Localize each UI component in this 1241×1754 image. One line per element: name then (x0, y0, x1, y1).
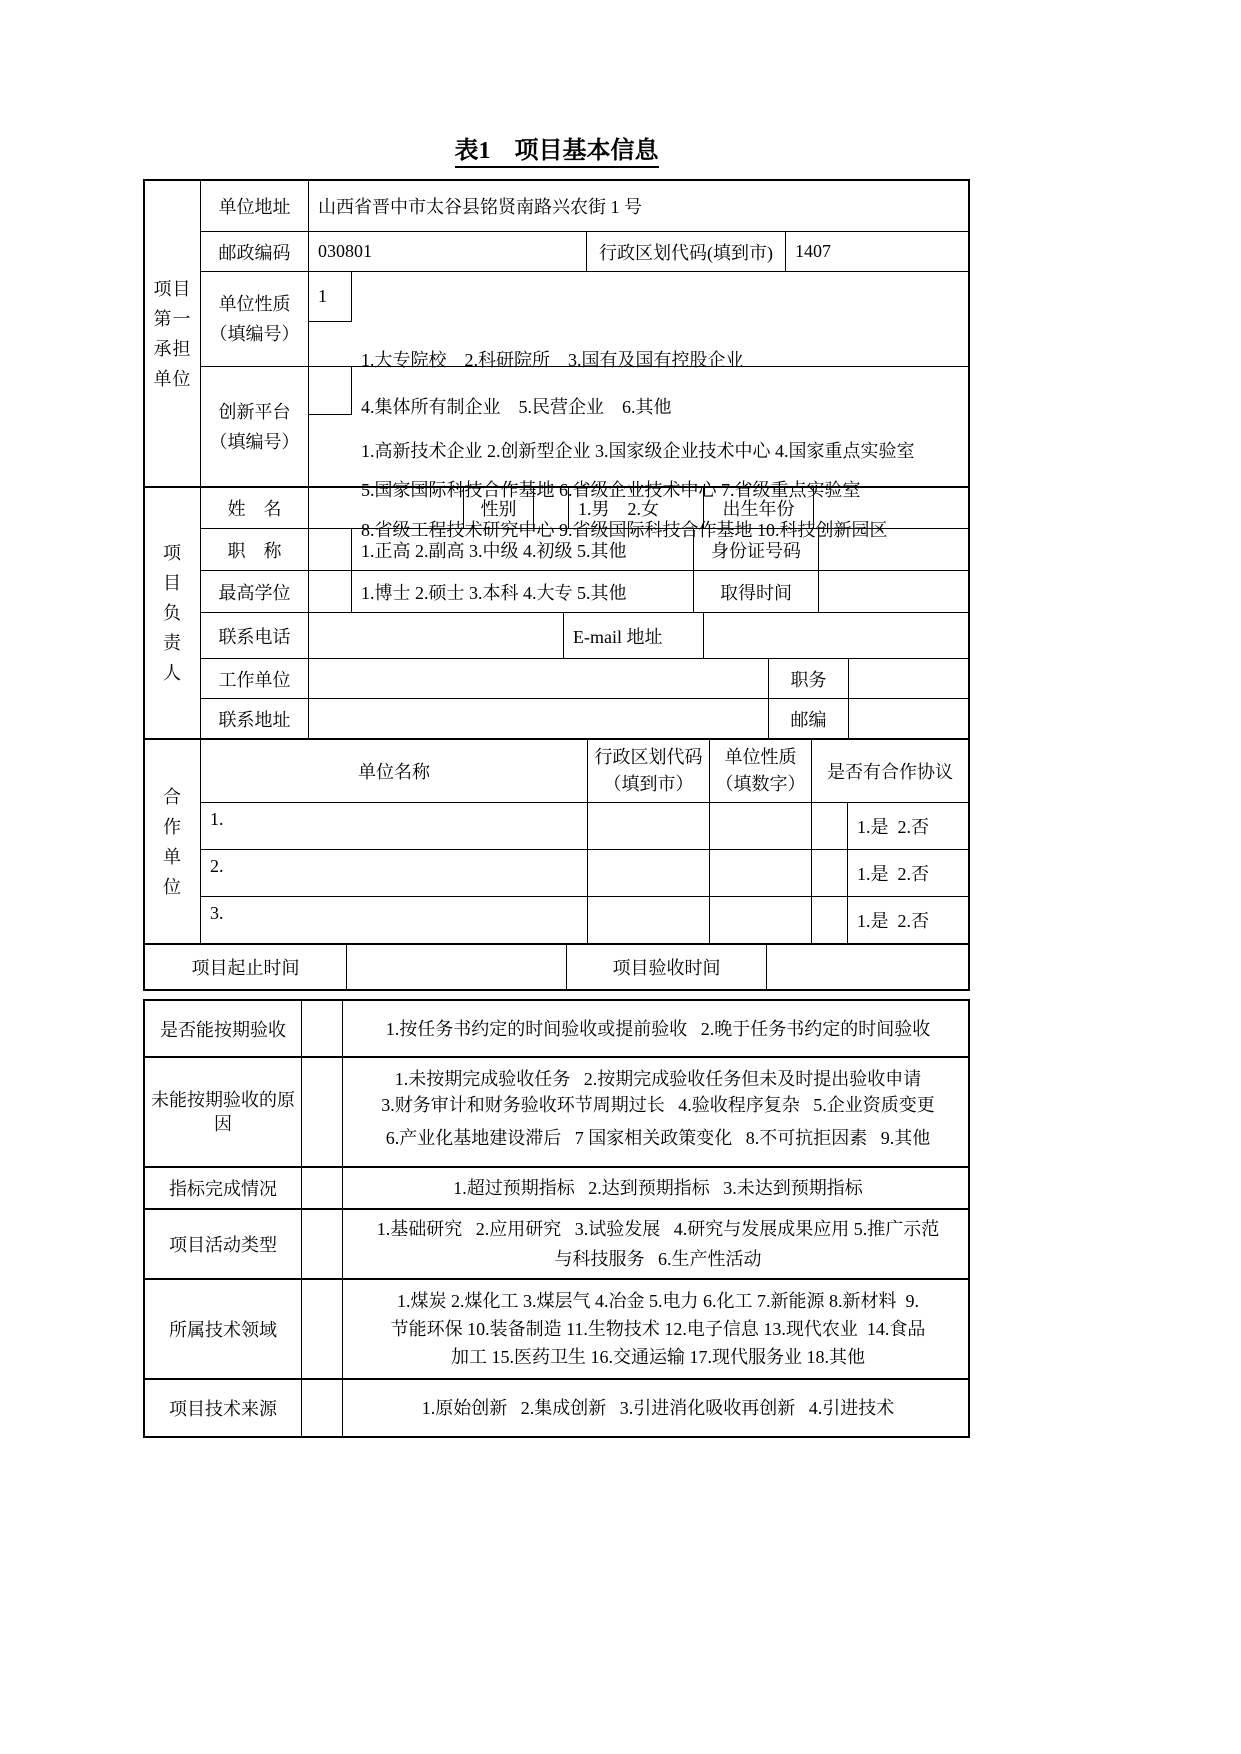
section-header-line: 负 (163, 603, 182, 623)
partner-3-name-field[interactable]: 3. (210, 903, 224, 923)
section-leader-header (145, 488, 200, 738)
partner-2-agreement-options: 1.是 2.否 (847, 850, 968, 896)
partner-region-header-line2: （填到市） (603, 774, 694, 794)
gender-label: 性别 (463, 488, 533, 528)
basic-info-table (143, 179, 970, 991)
unit-nature-options-line2: 4.集体所有制企业 5.民营企业 6.其他 (361, 396, 672, 417)
project-time-label: 项目起止时间 (191, 958, 300, 978)
email-label: E-mail 地址 (563, 613, 703, 658)
unit-nature-label-line2: （填编号） (209, 324, 300, 344)
region-code-label: 行政区划代码(填到市) (586, 232, 785, 271)
activity-type-options (342, 1210, 968, 1278)
section-header-line: 单 (163, 846, 182, 867)
delay-reason-code-box[interactable] (301, 1058, 342, 1166)
on-schedule-code-box[interactable] (301, 1001, 342, 1056)
section-header-line: 人 (163, 663, 182, 683)
tech-field-options (342, 1280, 968, 1378)
leader-title-label: 职 称 (227, 540, 282, 561)
options-line: 1.超过预期指标 2.达到预期指标 3.未达到预期指标 (453, 1178, 863, 1198)
zip-label: 邮编 (768, 699, 848, 738)
partner-1-region-field[interactable] (587, 803, 709, 849)
section-header-line: 目 (163, 573, 182, 593)
partner-1-nature-field[interactable] (709, 803, 811, 849)
innovation-platform-label-line1: 创新平台 (218, 401, 291, 422)
unit-nature-options-cell (308, 272, 968, 417)
leader-title-options: 1.正高 2.副高 3.中级 4.初级 5.其他 (351, 529, 693, 570)
partner-row-2 (201, 849, 968, 896)
project-time-row (145, 943, 968, 989)
partner-nature-header-line1: 单位性质 (724, 747, 797, 767)
delay-reason-label: 未能按期验收的原因 (151, 1090, 295, 1134)
unit-address-label: 单位地址 (218, 197, 291, 217)
leader-degree-options: 1.博士 2.硕士 3.本科 4.大专 5.其他 (351, 571, 693, 612)
partner-2-nature-field[interactable] (709, 850, 811, 896)
partner-3-nature-field[interactable] (709, 897, 811, 943)
partner-2-region-field[interactable] (587, 850, 709, 896)
options-line: 1.煤炭 2.煤化工 3.煤层气 4.冶金 5.电力 6.化工 7.新能源 8.新材料 9. (397, 1291, 919, 1311)
section-header-line: 承担 (153, 338, 192, 359)
partner-3-agreement-box[interactable] (811, 897, 847, 943)
partner-3-agreement-options: 1.是 2.否 (847, 897, 968, 943)
indicator-completion-row (145, 1166, 968, 1208)
options-line: 6.产业化基地建设滞后 7 国家相关政策变化 8.不可抗拒因素 9.其他 (385, 1128, 931, 1148)
acceptance-time-label: 项目验收时间 (566, 945, 766, 989)
partner-row-3 (201, 896, 968, 943)
gender-options: 1.男 2.女 (568, 488, 703, 528)
leader-contact-field[interactable] (308, 699, 768, 738)
leader-phone-row (201, 612, 968, 658)
partner-3-region-field[interactable] (587, 897, 709, 943)
section-partners (145, 738, 968, 943)
innovation-platform-label (201, 367, 308, 486)
delay-reason-row (145, 1056, 968, 1166)
partner-2-agreement-box[interactable] (811, 850, 847, 896)
options-line: 节能环保 10.装备制造 11.生物技术 12.电子信息 13.现代农业 14.食品 (390, 1319, 926, 1339)
zip-field[interactable] (848, 699, 968, 738)
unit-address-row (201, 181, 968, 231)
on-schedule-row (145, 1001, 968, 1056)
position-label: 职务 (768, 659, 848, 698)
unit-address-field[interactable]: 山西省晋中市太谷县铭贤南路兴农街 1 号 (308, 181, 968, 231)
on-schedule-label: 是否能按期验收 (160, 1019, 286, 1040)
partner-2-name-field[interactable]: 2. (210, 856, 224, 876)
section-header-line: 项目 (153, 278, 192, 299)
partner-1-agreement-options: 1.是 2.否 (847, 803, 968, 849)
leader-workunit-row (201, 658, 968, 698)
options-line: 1.基础研究 2.应用研究 3.试验发展 4.研究与发展成果应用 5.推广示范 (376, 1219, 940, 1239)
unit-nature-label-line1: 单位性质 (218, 294, 291, 314)
activity-type-code-box[interactable] (301, 1210, 342, 1278)
options-line: 加工 15.医药卫生 16.交通运输 17.现代服务业 18.其他 (451, 1347, 865, 1367)
activity-type-label: 项目活动类型 (169, 1235, 277, 1255)
innovation-platform-options-line2: 5.国家国际科技合作基地 6.省级企业技术中心 7.省级重点实验室 (361, 480, 861, 501)
postcode-label: 邮政编码 (218, 242, 291, 263)
innovation-platform-options-line3: 8.省级工程技术研究中心 9.省级国际科技合作基地 10.科技创新园区 (361, 520, 888, 541)
innovation-platform-label-line2: （填编号） (209, 431, 300, 452)
section-first-unit-header (145, 181, 200, 486)
leader-workunit-label: 工作单位 (218, 669, 291, 690)
form-content (143, 130, 970, 1438)
tech-field-code-box[interactable] (301, 1280, 342, 1378)
unit-nature-code-box[interactable]: 1 (309, 272, 352, 322)
tech-source-label: 项目技术来源 (169, 1399, 277, 1419)
on-schedule-options (342, 1001, 968, 1056)
options-line: 1.按任务书约定的时间验收或提前验收 2.晚于任务书约定的时间验收 (385, 1018, 931, 1039)
innovation-platform-code-box[interactable] (309, 367, 352, 415)
section-header-line: 位 (163, 876, 182, 897)
partner-nature-column-header (709, 740, 811, 802)
section-header-line: 合 (163, 786, 182, 807)
leader-phone-label: 联系电话 (218, 626, 291, 647)
partner-1-agreement-box[interactable] (811, 803, 847, 849)
tech-source-row (145, 1378, 968, 1436)
partner-1-name-field[interactable]: 1. (210, 809, 224, 829)
page-title: 表1 项目基本信息 (143, 130, 970, 165)
innovation-platform-options-line1: 1.高新技术企业 2.创新型企业 3.国家级企业技术中心 4.国家重点实验室 (361, 440, 915, 461)
unit-nature-label (201, 272, 308, 366)
leader-degree-label: 最高学位 (218, 582, 291, 603)
delay-reason-options (342, 1058, 968, 1166)
section-header-line: 第一 (153, 308, 192, 329)
section-partners-header (145, 740, 200, 943)
partner-row-1 (201, 802, 968, 849)
section-header-line: 项 (163, 543, 182, 563)
options-line: 与科技服务 6.生产性活动 (554, 1249, 762, 1269)
options-line: 1.未按期完成验收任务 2.按期完成验收任务但未及时提出验收申请 (394, 1069, 922, 1089)
position-field[interactable] (848, 659, 968, 698)
status-table (143, 999, 970, 1438)
partner-region-header-line1: 行政区划代码 (594, 747, 703, 767)
activity-type-row (145, 1208, 968, 1278)
indicator-completion-label: 指标完成情况 (169, 1179, 277, 1199)
degree-time-label: 取得时间 (693, 571, 818, 612)
tech-field-label: 所属技术领域 (169, 1320, 277, 1340)
leader-phone-field[interactable] (308, 613, 563, 658)
unit-nature-options-line1: 1.大专院校 2.科研院所 3.国有及国有控股企业 (361, 349, 744, 370)
project-time-field[interactable] (346, 945, 566, 989)
tech-field-row (145, 1278, 968, 1378)
partners-header-row (201, 740, 968, 802)
tech-source-options (342, 1380, 968, 1436)
tech-source-code-box[interactable] (301, 1380, 342, 1436)
birth-year-label: 出生年份 (703, 488, 813, 528)
section-header-line: 单位 (153, 368, 192, 389)
options-line: 1.原始创新 2.集成创新 3.引进消化吸收再创新 4.引进技术 (421, 1398, 895, 1418)
options-line: 3.财务审计和财务验收环节周期过长 4.验收程序复杂 5.企业资质变更 (381, 1095, 935, 1115)
partner-name-column-header: 单位名称 (358, 762, 430, 782)
partner-nature-header-line2: （填数字） (715, 774, 806, 794)
acceptance-time-field[interactable] (766, 945, 968, 989)
partner-region-column-header (587, 740, 709, 802)
partner-agreement-column-header: 是否有合作协议 (811, 740, 968, 802)
leader-name-label: 姓 名 (227, 499, 282, 519)
email-field[interactable] (703, 613, 968, 658)
leader-workunit-field[interactable] (308, 659, 768, 698)
leader-contact-label: 联系地址 (218, 709, 291, 730)
leader-contact-row (201, 698, 968, 738)
id-number-label: 身份证号码 (693, 529, 818, 570)
postcode-row (201, 231, 968, 271)
indicator-completion-code-box[interactable] (301, 1168, 342, 1208)
indicator-completion-options (342, 1168, 968, 1208)
section-header-line: 作 (163, 816, 182, 837)
section-header-line: 责 (163, 633, 182, 653)
region-code-field[interactable]: 1407 (785, 232, 968, 271)
postcode-field[interactable]: 030801 (308, 232, 586, 271)
